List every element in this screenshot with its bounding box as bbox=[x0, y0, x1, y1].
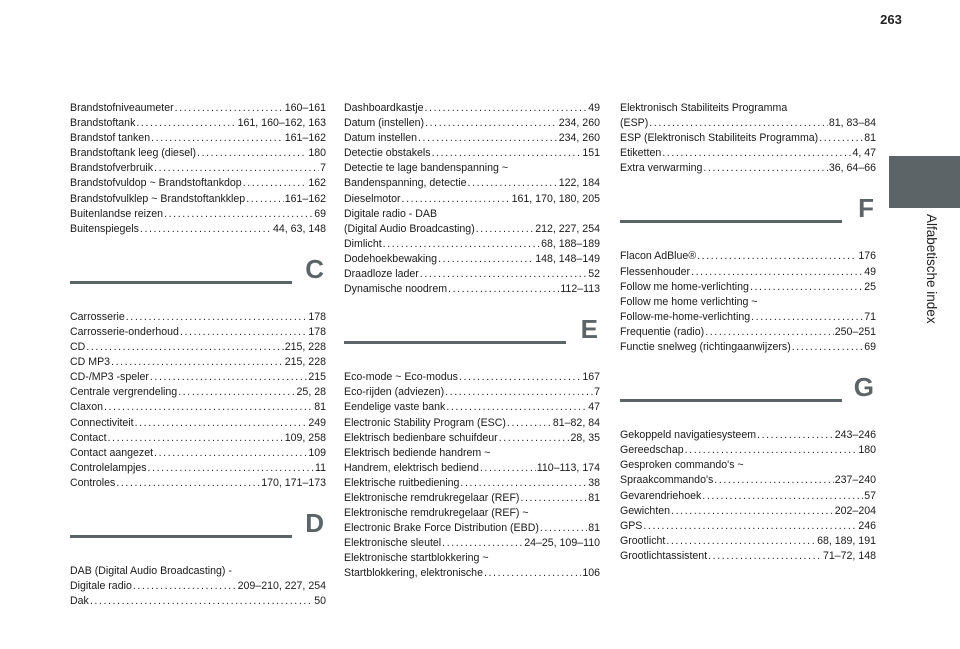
section-letter-g: G bbox=[853, 372, 874, 403]
index-term: CD bbox=[70, 341, 86, 354]
index-entry bbox=[344, 431, 600, 446]
section-header-d bbox=[70, 507, 326, 564]
dot-leader bbox=[154, 446, 307, 461]
index-term: Flessenhouder bbox=[620, 265, 691, 278]
index-entry bbox=[344, 192, 600, 207]
index-entry bbox=[70, 310, 326, 325]
dot-leader bbox=[140, 222, 272, 237]
dot-leader bbox=[757, 428, 834, 443]
index-block-d bbox=[70, 579, 326, 609]
index-pages: 44, 63, 148 bbox=[272, 222, 326, 235]
index-entry bbox=[620, 504, 876, 519]
section-rule bbox=[620, 220, 842, 223]
index-pages: 109, 258 bbox=[284, 431, 326, 444]
index-entry bbox=[344, 116, 600, 131]
index-pages: 81 bbox=[588, 522, 600, 535]
index-term: Carrosserie-onderhoud bbox=[70, 325, 179, 338]
index-block-g2 bbox=[620, 473, 876, 564]
index-entry bbox=[70, 431, 326, 446]
index-term: Dodehoekbewaking bbox=[344, 252, 438, 265]
index-term: Extra verwarming bbox=[620, 162, 703, 175]
dot-leader bbox=[136, 116, 236, 131]
section-header-f bbox=[620, 193, 876, 249]
index-entry bbox=[344, 146, 600, 161]
index-entry bbox=[620, 131, 876, 146]
index-entry bbox=[620, 265, 876, 280]
dot-leader bbox=[108, 431, 284, 446]
section-header-c bbox=[70, 253, 326, 310]
index-entry bbox=[70, 340, 326, 355]
index-pages: 112–113 bbox=[560, 283, 600, 296]
dot-leader bbox=[499, 431, 570, 446]
index-term: CD-/MP3 -speler bbox=[70, 371, 149, 384]
index-pages: 176 bbox=[858, 250, 876, 263]
index-entry bbox=[70, 207, 326, 222]
dot-leader bbox=[148, 461, 314, 476]
index-block-e3 bbox=[344, 521, 600, 551]
index-pages: 81–82, 84 bbox=[552, 416, 600, 429]
index-entry bbox=[70, 370, 326, 385]
dot-leader bbox=[702, 489, 863, 504]
dot-leader bbox=[418, 131, 558, 146]
index-pages: 243–246 bbox=[834, 429, 876, 442]
index-block-g1 bbox=[620, 428, 876, 458]
index-line: Elektronisch Stabiliteits Programma bbox=[620, 102, 788, 114]
section-letter-f: F bbox=[858, 193, 874, 224]
index-pages: 69 bbox=[864, 341, 876, 354]
index-entry bbox=[70, 131, 326, 146]
dot-leader bbox=[792, 340, 863, 355]
index-term: ESP (Elektronisch Stabiliteits Programma) bbox=[620, 132, 819, 145]
dot-leader bbox=[133, 579, 237, 594]
dot-leader bbox=[432, 146, 582, 161]
index-pages: 36, 64–66 bbox=[828, 162, 876, 175]
index-term: Brandstofvulklep ~ Brandstoftankklep bbox=[70, 192, 246, 205]
index-entry bbox=[344, 385, 600, 400]
index-line: Elektronische startblokkering ~ bbox=[344, 552, 489, 565]
index-entry bbox=[344, 461, 600, 476]
dot-leader bbox=[714, 473, 833, 488]
index-term: Draadloze lader bbox=[344, 268, 419, 281]
index-pages: 38 bbox=[588, 476, 600, 489]
index-term: Gekoppeld navigatiesysteem bbox=[620, 429, 757, 442]
index-entry bbox=[620, 116, 876, 131]
index-line: Elektronische remdrukregelaar (REF) ~ bbox=[344, 507, 529, 520]
index-entry bbox=[70, 192, 326, 207]
section-header-g bbox=[620, 372, 876, 428]
dot-leader bbox=[685, 443, 858, 458]
index-pages: 7 bbox=[320, 162, 326, 175]
index-term: Dashboardkastje bbox=[344, 102, 424, 114]
index-block-e5 bbox=[620, 116, 876, 176]
index-term: Bandenspanning, detectie bbox=[344, 177, 467, 190]
index-term: Elektrische ruitbediening bbox=[344, 476, 460, 489]
index-pages: 215 bbox=[308, 371, 326, 384]
dot-leader bbox=[104, 400, 313, 415]
dot-leader bbox=[438, 252, 534, 267]
index-entry bbox=[70, 176, 326, 191]
dot-leader bbox=[402, 192, 511, 207]
index-entry bbox=[620, 489, 876, 504]
dot-leader bbox=[480, 461, 536, 476]
index-entry bbox=[344, 521, 600, 536]
index-term: Follow me home-verlichting bbox=[620, 280, 749, 293]
index-entry bbox=[70, 446, 326, 461]
index-block-e1 bbox=[344, 370, 600, 445]
index-pages: 161–162 bbox=[284, 132, 326, 145]
index-term: Elektrisch bedienbare schuifdeur bbox=[344, 431, 498, 444]
index-term: Dimlicht bbox=[344, 237, 382, 250]
index-entry bbox=[344, 237, 600, 252]
dot-leader bbox=[540, 521, 587, 536]
index-term: Flacon AdBlue® bbox=[620, 250, 697, 263]
index-entry bbox=[620, 249, 876, 264]
index-term: Datum instellen bbox=[344, 132, 418, 145]
section-rule bbox=[344, 341, 566, 344]
index-term: Carrosserie bbox=[70, 310, 125, 323]
dot-leader bbox=[246, 192, 284, 207]
index-term: Brandstofverbruik bbox=[70, 162, 154, 175]
index-entry bbox=[70, 146, 326, 161]
index-pages: 151 bbox=[582, 147, 600, 160]
index-term: Elektronische remdrukregelaar (REF) bbox=[344, 491, 520, 504]
index-pages: 47 bbox=[588, 401, 600, 414]
index-entry bbox=[620, 340, 876, 355]
dot-leader bbox=[420, 267, 587, 282]
dot-leader bbox=[460, 476, 587, 491]
section-letter-d: D bbox=[305, 507, 324, 538]
dot-leader bbox=[86, 340, 283, 355]
section-rule bbox=[70, 535, 292, 538]
index-pages: 161, 160–162, 163 bbox=[237, 117, 326, 130]
index-entry bbox=[70, 101, 326, 116]
index-pages: 180 bbox=[308, 147, 326, 160]
index-pages: 106 bbox=[582, 567, 600, 580]
index-pages: 178 bbox=[308, 325, 326, 338]
index-entry bbox=[70, 476, 326, 491]
index-block-e4 bbox=[344, 566, 600, 581]
index-block-b bbox=[70, 101, 326, 237]
index-term: Startblokkering, elektronische bbox=[344, 567, 483, 580]
section-rule bbox=[70, 281, 292, 284]
section-letter-e: E bbox=[580, 314, 598, 345]
index-pages: 4, 47 bbox=[852, 147, 876, 160]
dot-leader bbox=[662, 146, 851, 161]
index-pages: 212, 227, 254 bbox=[535, 222, 600, 235]
dot-leader bbox=[151, 131, 284, 146]
index-term: Brandstofvuldop ~ Brandstoftankdop bbox=[70, 177, 242, 190]
index-term: Brandstof tanken bbox=[70, 132, 151, 145]
index-pages: 69 bbox=[314, 207, 326, 220]
index-pages: 148, 148–149 bbox=[535, 252, 600, 265]
index-pages: 234, 260 bbox=[558, 132, 600, 145]
index-pages: 161–162 bbox=[284, 192, 326, 205]
index-entry bbox=[70, 325, 326, 340]
dot-leader bbox=[751, 310, 863, 325]
index-line: Follow me home verlichting ~ bbox=[620, 295, 758, 308]
dot-leader bbox=[383, 237, 540, 252]
index-entry bbox=[344, 267, 600, 282]
dot-leader bbox=[446, 400, 587, 415]
index-column-3 bbox=[620, 101, 876, 564]
index-pages: 209–210, 227, 254 bbox=[237, 580, 326, 593]
index-entry bbox=[344, 131, 600, 146]
dot-leader bbox=[507, 416, 552, 431]
index-pages: 202–204 bbox=[834, 504, 876, 517]
index-column-1 bbox=[70, 101, 326, 609]
index-entry bbox=[70, 385, 326, 400]
index-entry bbox=[620, 280, 876, 295]
index-pages: 28, 35 bbox=[570, 431, 600, 444]
index-term: Brandstoftank leeg (diesel) bbox=[70, 147, 197, 160]
index-pages: 81 bbox=[588, 491, 600, 504]
index-pages: 49 bbox=[588, 102, 600, 114]
index-term: Functie snelweg (richtingaanwijzers) bbox=[620, 341, 791, 354]
index-block-e2 bbox=[344, 461, 600, 506]
index-entry bbox=[70, 416, 326, 431]
index-term: Grootlichtassistent bbox=[620, 549, 708, 562]
index-term: Dieselmotor bbox=[344, 192, 401, 205]
index-term: Follow-me-home-verlichting bbox=[620, 310, 751, 323]
index-term: Gereedschap bbox=[620, 444, 684, 457]
index-term: CD MP3 bbox=[70, 356, 111, 369]
index-entry bbox=[70, 594, 326, 609]
index-pages: 50 bbox=[314, 595, 326, 608]
dot-leader bbox=[520, 491, 587, 506]
index-entry bbox=[344, 491, 600, 506]
index-term: Eendelige vaste bank bbox=[344, 401, 446, 414]
index-term: Datum (instellen) bbox=[344, 117, 425, 130]
dot-leader bbox=[708, 549, 822, 564]
dot-leader bbox=[442, 536, 523, 551]
index-term: Etiketten bbox=[620, 147, 662, 160]
index-entry bbox=[70, 161, 326, 176]
index-term: Dynamische noodrem bbox=[344, 283, 448, 296]
index-pages: 11 bbox=[315, 461, 326, 474]
index-pages: 81, 83–84 bbox=[828, 117, 876, 130]
dot-leader bbox=[705, 325, 834, 340]
dot-leader bbox=[154, 161, 319, 176]
index-entry bbox=[620, 146, 876, 161]
dot-leader bbox=[90, 594, 313, 609]
dot-leader bbox=[643, 519, 857, 534]
index-pages: 215, 228 bbox=[284, 356, 326, 369]
index-term: Centrale vergrendeling bbox=[70, 386, 178, 399]
index-pages: 234, 260 bbox=[558, 117, 600, 130]
index-term: Dak bbox=[70, 595, 89, 608]
index-block-c bbox=[70, 310, 326, 491]
dot-leader bbox=[150, 370, 307, 385]
index-entry bbox=[620, 161, 876, 176]
index-entry bbox=[344, 536, 600, 551]
index-pages: 81 bbox=[314, 401, 326, 414]
index-block-f2 bbox=[620, 310, 876, 355]
section-letter-c: C bbox=[305, 253, 324, 284]
index-line: Gesproken commando's ~ bbox=[620, 459, 744, 472]
index-pages: 167 bbox=[582, 371, 600, 384]
index-term: Brandstofniveaumeter bbox=[70, 102, 174, 114]
index-term: Buitenspiegels bbox=[70, 222, 139, 235]
index-term: Buitenlandse reizen bbox=[70, 207, 164, 220]
index-pages: 7 bbox=[594, 386, 600, 399]
index-term: Electronic Stability Program (ESC) bbox=[344, 416, 506, 429]
dot-leader bbox=[111, 355, 284, 370]
dot-leader bbox=[703, 161, 827, 176]
index-entry bbox=[620, 473, 876, 488]
index-term: Eco-rijden (adviezen) bbox=[344, 386, 445, 399]
index-block-d1 bbox=[344, 101, 600, 161]
index-entry bbox=[70, 355, 326, 370]
dot-leader bbox=[126, 310, 308, 325]
index-pages: 68, 188–189 bbox=[541, 237, 600, 250]
section-tab bbox=[889, 156, 960, 208]
index-pages: 71 bbox=[864, 310, 876, 323]
index-entry bbox=[344, 400, 600, 415]
index-pages: 160–161 bbox=[284, 102, 326, 114]
index-block-d2 bbox=[344, 176, 600, 206]
dot-leader bbox=[476, 222, 534, 237]
dot-leader bbox=[448, 282, 559, 297]
index-entry bbox=[344, 566, 600, 581]
dot-leader bbox=[697, 249, 857, 264]
index-pages: 24–25, 109–110 bbox=[524, 537, 600, 550]
index-pages: 52 bbox=[588, 268, 600, 281]
index-term: Gevarendriehoek bbox=[620, 489, 702, 502]
dot-leader bbox=[484, 566, 581, 581]
index-entry bbox=[70, 461, 326, 476]
index-pages: 25 bbox=[864, 280, 876, 293]
dot-leader bbox=[459, 370, 581, 385]
dot-leader bbox=[243, 176, 308, 191]
index-entry bbox=[620, 519, 876, 534]
index-entry bbox=[620, 443, 876, 458]
dot-leader bbox=[175, 101, 284, 116]
dot-leader bbox=[164, 207, 313, 222]
index-line: DAB (Digital Audio Broadcasting) - bbox=[70, 564, 232, 577]
index-entry bbox=[70, 222, 326, 237]
index-pages: 237–240 bbox=[834, 474, 876, 487]
index-entry bbox=[344, 252, 600, 267]
section-header-e bbox=[344, 314, 600, 370]
index-line: Elektrisch bediende handrem ~ bbox=[344, 446, 491, 459]
dot-leader bbox=[135, 416, 308, 431]
index-term: Frequentie (radio) bbox=[620, 325, 705, 338]
index-entry bbox=[344, 476, 600, 491]
index-entry bbox=[344, 176, 600, 191]
dot-leader bbox=[666, 534, 816, 549]
section-rule bbox=[620, 399, 842, 402]
index-entry bbox=[344, 222, 600, 237]
index-pages: 250–251 bbox=[834, 325, 876, 338]
index-term: Contact aangezet bbox=[70, 446, 154, 459]
index-pages: 49 bbox=[864, 265, 876, 278]
index-entry bbox=[620, 534, 876, 549]
index-term: Digitale radio bbox=[70, 580, 132, 593]
index-pages: 57 bbox=[864, 489, 876, 502]
page-number: 263 bbox=[880, 12, 902, 27]
dot-leader bbox=[178, 385, 295, 400]
index-pages: 109 bbox=[308, 446, 326, 459]
index-block-f1 bbox=[620, 249, 876, 294]
index-pages: 162 bbox=[308, 177, 326, 190]
index-term: Controlelampjes bbox=[70, 461, 147, 474]
index-entry bbox=[70, 400, 326, 415]
index-entry bbox=[70, 116, 326, 131]
index-line: Digitale radio - DAB bbox=[344, 207, 438, 220]
index-column-2 bbox=[344, 101, 600, 582]
index-pages: 246 bbox=[858, 519, 876, 532]
dot-leader bbox=[649, 116, 828, 131]
dot-leader bbox=[691, 265, 863, 280]
index-entry bbox=[620, 428, 876, 443]
dot-leader bbox=[819, 131, 863, 146]
dot-leader bbox=[197, 146, 307, 161]
index-term: Gewichten bbox=[620, 504, 671, 517]
index-pages: 180 bbox=[858, 444, 876, 457]
index-entry bbox=[344, 101, 600, 116]
index-pages: 81 bbox=[864, 132, 876, 145]
index-pages: 122, 184 bbox=[558, 177, 600, 190]
index-pages: 161, 170, 180, 205 bbox=[511, 192, 600, 205]
index-term: Brandstoftank bbox=[70, 117, 136, 130]
index-entry bbox=[344, 282, 600, 297]
index-pages: 25, 28 bbox=[296, 386, 326, 399]
index-term: Contact bbox=[70, 431, 107, 444]
index-term: Handrem, elektrisch bediend bbox=[344, 461, 479, 474]
dot-leader bbox=[750, 280, 863, 295]
dot-leader bbox=[671, 504, 834, 519]
index-term: Grootlicht bbox=[620, 534, 666, 547]
index-entry bbox=[344, 370, 600, 385]
dot-leader bbox=[425, 116, 558, 131]
dot-leader bbox=[116, 476, 260, 491]
index-pages: 110–113, 174 bbox=[536, 461, 600, 474]
dot-leader bbox=[445, 385, 593, 400]
index-pages: 71–72, 148 bbox=[822, 549, 876, 562]
dot-leader bbox=[425, 101, 588, 116]
dot-leader bbox=[468, 176, 558, 191]
index-term: Detectie obstakels bbox=[344, 147, 431, 160]
index-term: (ESP) bbox=[620, 117, 649, 130]
index-term: Electronic Brake Force Distribution (EBD) bbox=[344, 522, 539, 535]
index-pages: 249 bbox=[308, 416, 326, 429]
index-term: Claxon bbox=[70, 401, 103, 414]
index-entry bbox=[70, 579, 326, 594]
index-pages: 178 bbox=[308, 310, 326, 323]
index-term: Elektronische sleutel bbox=[344, 537, 442, 550]
index-entry bbox=[620, 549, 876, 564]
index-entry bbox=[620, 325, 876, 340]
index-line: Detectie te lage bandenspanning ~ bbox=[344, 162, 509, 175]
section-title: Alfabetische index bbox=[924, 214, 939, 324]
index-pages: 68, 189, 191 bbox=[817, 534, 876, 547]
index-term: Spraakcommando's bbox=[620, 474, 714, 487]
index-term: Eco-mode ~ Eco-modus bbox=[344, 371, 458, 384]
index-entry bbox=[620, 310, 876, 325]
index-block-d3 bbox=[344, 222, 600, 297]
index-term: GPS bbox=[620, 519, 643, 532]
index-entry bbox=[344, 416, 600, 431]
dot-leader bbox=[180, 325, 307, 340]
index-pages: 170, 171–173 bbox=[261, 476, 326, 489]
index-term: Controles bbox=[70, 476, 116, 489]
index-pages: 215, 228 bbox=[284, 341, 326, 354]
index-term: Connectiviteit bbox=[70, 416, 134, 429]
index-term: (Digital Audio Broadcasting) bbox=[344, 222, 475, 235]
